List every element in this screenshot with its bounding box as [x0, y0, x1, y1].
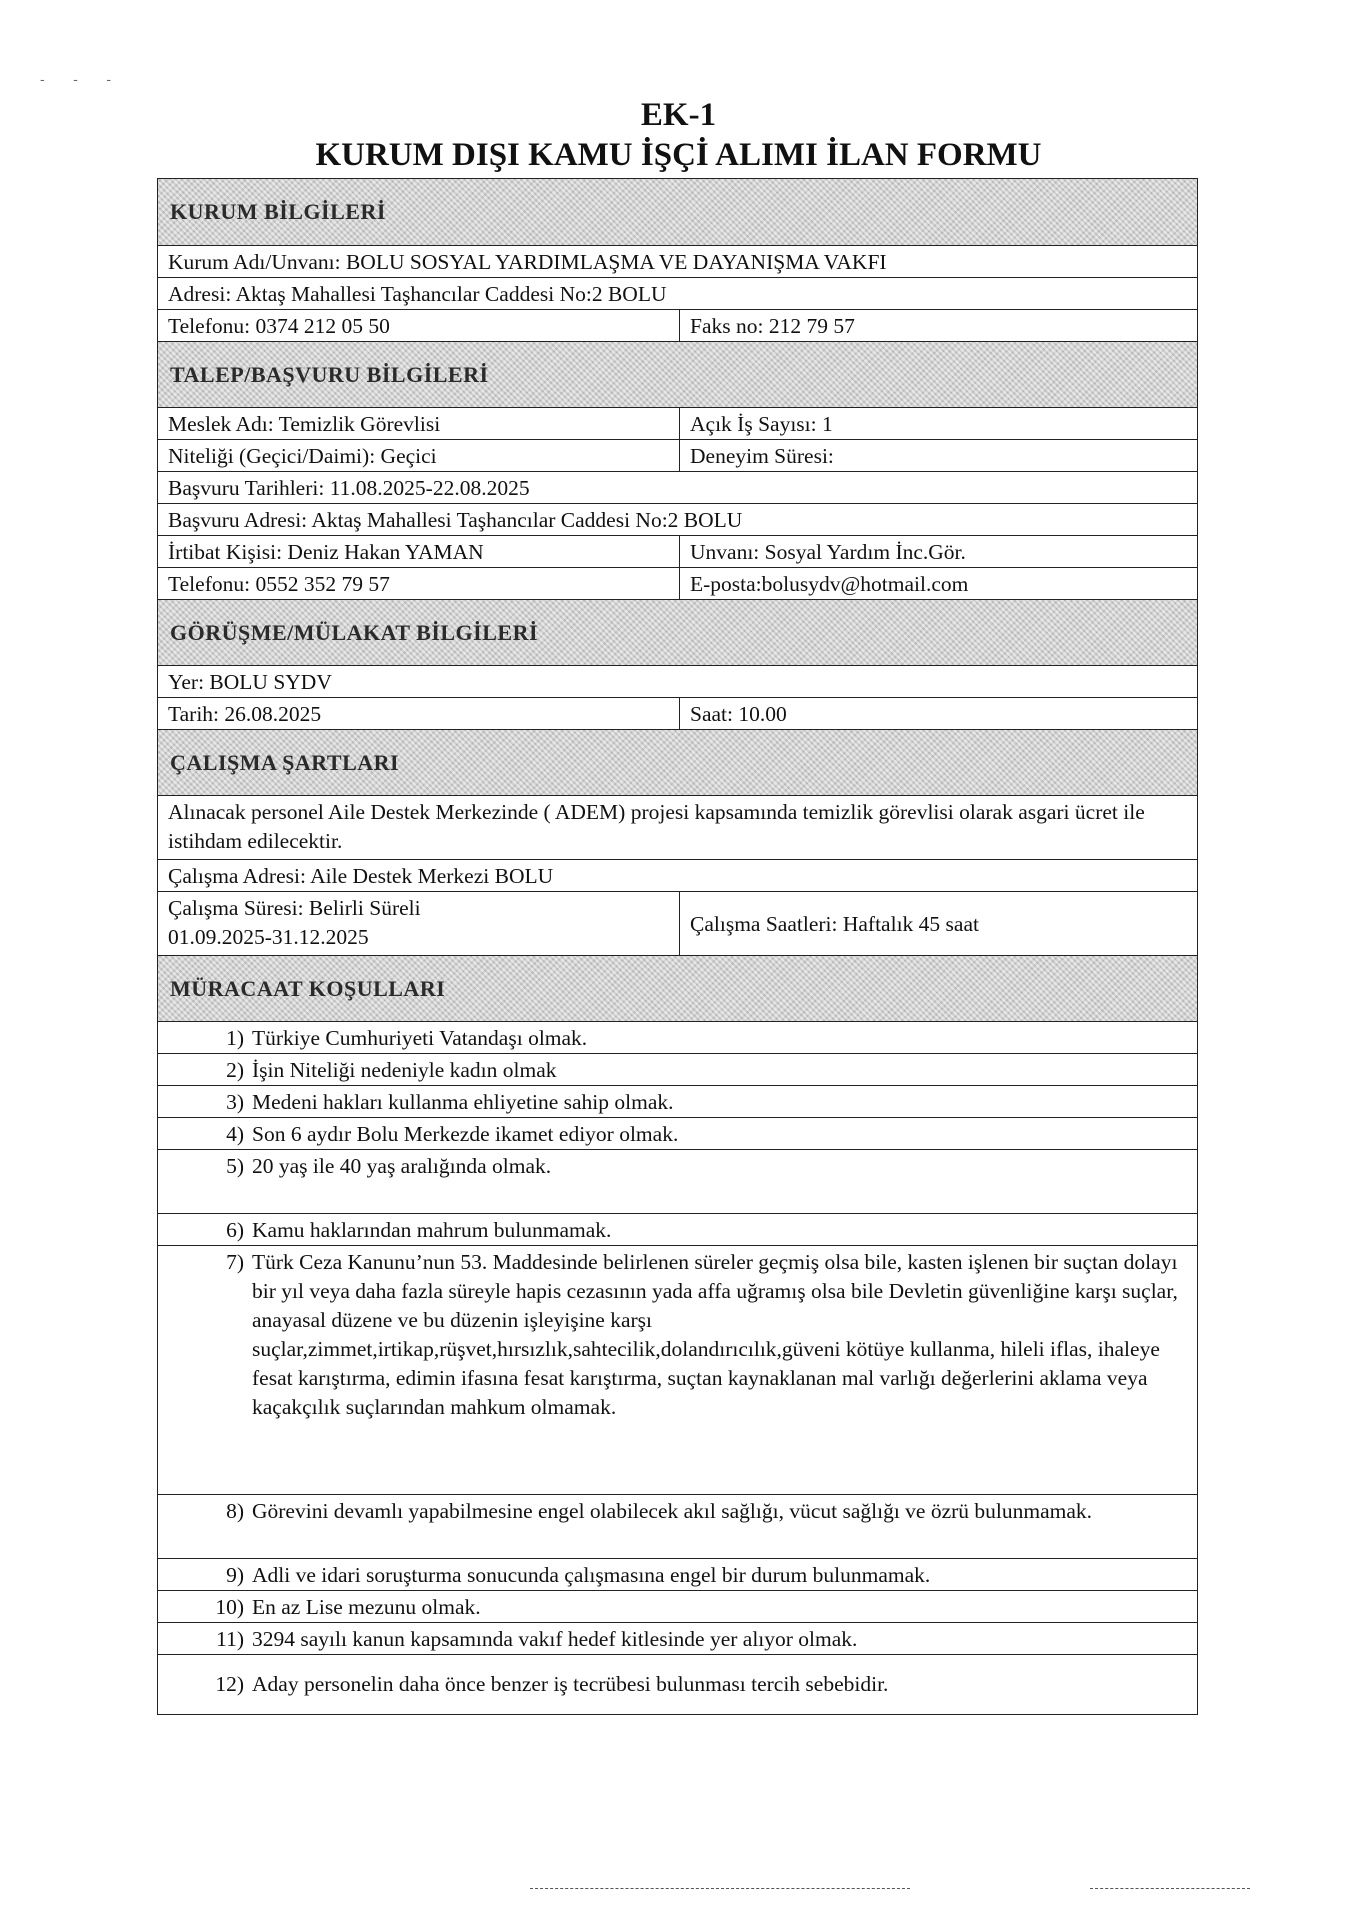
condition-item: 12) Aday personelin daha önce benzer iş tecrübesi bulunması tercih sebebidir.: [158, 1654, 1197, 1714]
interview-date: Tarih: 26.08.2025: [158, 698, 680, 729]
work-address: Çalışma Adresi: Aile Destek Merkezi BOLU: [168, 864, 554, 888]
condition-item: 3) Medeni hakları kullanma ehliyetine sahip olmak.: [158, 1085, 1197, 1117]
experience-duration: Deneyim Süresi:: [690, 444, 834, 468]
section-kurum: [158, 179, 1197, 245]
condition-item: 6) Kamu haklarından mahrum bulunmamak.: [158, 1213, 1197, 1245]
annex-label: EK-1: [640, 97, 717, 133]
condition-item: 11) 3294 sayılı kanun kapsamında vakıf hedef kitlesinde yer alıyor olmak.: [158, 1622, 1197, 1654]
contact-person: İrtibat Kişisi: Deniz Hakan YAMAN: [158, 536, 680, 567]
condition-item: 1) Türkiye Cumhuriyeti Vatandaşı olmak.: [158, 1021, 1197, 1053]
work-duration: [158, 892, 680, 955]
section-calisma: [158, 729, 1197, 795]
work-duration-dates: 01.09.2025-31.12.2025: [168, 925, 369, 949]
institution-phone: Telefonu: 0374 212 05 50: [158, 310, 680, 341]
interview-place: Yer: BOLU SYDV: [168, 670, 332, 694]
institution-name: Kurum Adı/Unvanı: BOLU SOSYAL YARDIMLAŞMA VE DAYANIŞMA VAKFI: [168, 250, 887, 274]
section-title: KURUM BİLGİLERİ: [170, 199, 386, 224]
document-header: [0, 95, 1357, 175]
job-nature: Niteliği (Geçici/Daimi): Geçici: [158, 440, 680, 471]
scan-artifact: - - -: [40, 72, 124, 88]
condition-item: 8) Görevini devamlı yapabilmesine engel olabilecek akıl sağlığı, vücut sağlığı ve özrü bulunmamak.: [158, 1494, 1197, 1558]
condition-item: 2) İşin Niteliği nedeniyle kadın olmak: [158, 1053, 1197, 1085]
section-gorusme: [158, 599, 1197, 665]
institution-fax: Faks no: 212 79 57: [690, 314, 855, 338]
section-title: ÇALIŞMA ŞARTLARI: [170, 749, 400, 775]
scan-artifact-line: [530, 1888, 910, 1890]
contact-phone: Telefonu: 0552 352 79 57: [158, 568, 680, 599]
section-muracaat: [158, 955, 1197, 1021]
institution-address: Adresi: Aktaş Mahallesi Taşhancılar Caddesi No:2 BOLU: [168, 282, 667, 306]
interview-time: Saat: 10.00: [690, 702, 787, 726]
condition-item: 10) En az Lise mezunu olmak.: [158, 1590, 1197, 1622]
application-dates: Başvuru Tarihleri: 11.08.2025-22.08.2025: [168, 476, 530, 500]
form-title: KURUM DIŞI KAMU İŞÇİ ALIMI İLAN FORMU: [315, 137, 1042, 173]
application-address: Başvuru Adresi: Aktaş Mahallesi Taşhancılar Caddesi No:2 BOLU: [168, 508, 743, 532]
condition-item: 9) Adli ve idari soruşturma sonucunda çalışmasına engel bir durum bulunmamak.: [158, 1558, 1197, 1590]
scan-artifact-line: [1090, 1888, 1250, 1890]
condition-item: 5) 20 yaş ile 40 yaş aralığında olmak.: [158, 1149, 1197, 1213]
contact-email: E-posta:bolusydv@hotmail.com: [690, 572, 969, 596]
section-title: GÖRÜŞME/MÜLAKAT BİLGİLERİ: [170, 619, 539, 645]
section-talep: [158, 341, 1197, 407]
contact-title: Unvanı: Sosyal Yardım İnc.Gör.: [690, 540, 966, 564]
open-positions: Açık İş Sayısı: 1: [690, 412, 833, 436]
section-title: TALEP/BAŞVURU BİLGİLERİ: [170, 361, 489, 387]
condition-item: 7) Türk Ceza Kanunu’nun 53. Maddesinde belirlenen süreler geçmiş olsa bile, kasten işlenen bir suçtan dolayı bir yıl veya daha fazla süreyle hapis cezasının yada affa uğramış olsa bile Devletin güvenliğine karşı suçlar, anayasal düzene ve bu düzenin işleyişine karşı suçlar,zimmet,irtikap,rüşvet,hırsızlık,sahtecilik,dolandırıcılık,güveni kötüye kullanma, hileli iflas, ihaleye fesat karıştırma, edimin ifasına fesat karıştırma, suçtan kaynaklanan mal varlığı değerlerini aklama veya kaçakçılık suçlarından mahkum olmamak.: [158, 1245, 1197, 1494]
work-description: Alınacak personel Aile Destek Merkezinde ( ADEM) projesi kapsamında temizlik görevlisi olarak asgari ücret ile istihdam edilecektir.: [168, 800, 1145, 853]
application-form: [157, 178, 1198, 1715]
work-hours: Çalışma Saatleri: Haftalık 45 saat: [690, 912, 979, 936]
section-title: MÜRACAAT KOŞULLARI: [170, 975, 446, 1001]
work-duration-label: Çalışma Süresi: Belirli Süreli: [168, 896, 421, 920]
profession-name: Meslek Adı: Temizlik Görevlisi: [158, 408, 680, 439]
condition-item: 4) Son 6 aydır Bolu Merkezde ikamet ediyor olmak.: [158, 1117, 1197, 1149]
